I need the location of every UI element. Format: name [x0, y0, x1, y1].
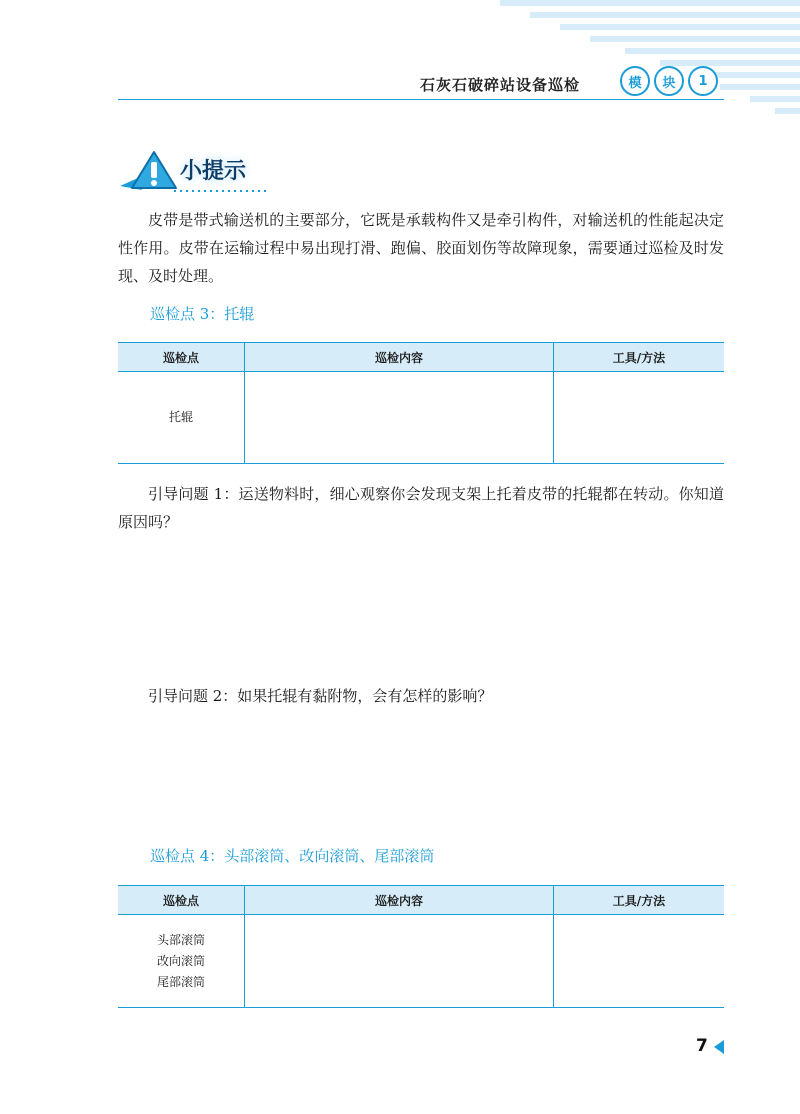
- inspection-table-idler: [118, 342, 724, 464]
- table-row: [118, 372, 724, 464]
- module-badge: 1: [688, 66, 718, 96]
- table-cell-content[interactable]: [245, 915, 554, 1008]
- table-cell-tools[interactable]: [554, 372, 725, 464]
- column-header-tools: 工具/方法: [554, 886, 725, 915]
- guiding-question-2: 引导问题 2：如果托辊有黏附物，会有怎样的影响？: [148, 687, 493, 705]
- column-header-tools: 工具/方法: [554, 343, 725, 372]
- running-header-title: 石灰石破碎站设备巡检: [420, 76, 581, 94]
- column-header-point: 巡检点: [118, 343, 245, 372]
- section-title-inspection-point-3: 巡检点 3：托辊: [150, 305, 255, 323]
- table-cell-content[interactable]: [245, 372, 554, 464]
- table-cell-point: 托辊: [118, 372, 245, 464]
- pulley-head: 头部滚筒: [156, 932, 205, 947]
- inspection-table-pulleys: [118, 885, 724, 1008]
- warning-triangle-icon: [118, 148, 182, 194]
- module-badge: 模: [620, 66, 650, 96]
- module-badge: 块: [654, 66, 684, 96]
- section-title-inspection-point-4: 巡检点 4：头部滚筒、改向滚筒、尾部滚筒: [150, 847, 435, 865]
- table-row: [118, 915, 724, 1008]
- dotted-underline-decoration: [174, 188, 274, 194]
- column-header-content: 巡检内容: [245, 343, 554, 372]
- tip-label: 小提示: [180, 159, 247, 184]
- column-header-point: 巡检点: [118, 886, 245, 915]
- guiding-question-1: 引导问题 1：运送物料时，细心观察你会发现支架上托着皮带的托辊都在转动。你知道原因吗？: [118, 485, 724, 531]
- module-badges: [620, 66, 718, 96]
- page-arrow-icon: [714, 1040, 724, 1054]
- column-header-content: 巡检内容: [245, 886, 554, 915]
- header-rule: [118, 99, 724, 100]
- table-cell-tools[interactable]: [554, 915, 725, 1008]
- table-cell-point: [118, 915, 245, 1008]
- page-number: 7: [696, 1036, 708, 1056]
- tip-heading: [118, 148, 268, 194]
- header-stripes-decoration: [480, 0, 800, 118]
- tip-paragraph: 皮带是带式输送机的主要部分，它既是承载构件又是牵引构件，对输送机的性能起决定性作用。皮带在运输过程中易出现打滑、跑偏、胶面划伤等故障现象，需要通过巡检及时发现、及时处理。: [118, 211, 724, 285]
- pulley-tail: 尾部滚筒: [156, 974, 205, 989]
- pulley-bend: 改向滚筒: [156, 953, 205, 968]
